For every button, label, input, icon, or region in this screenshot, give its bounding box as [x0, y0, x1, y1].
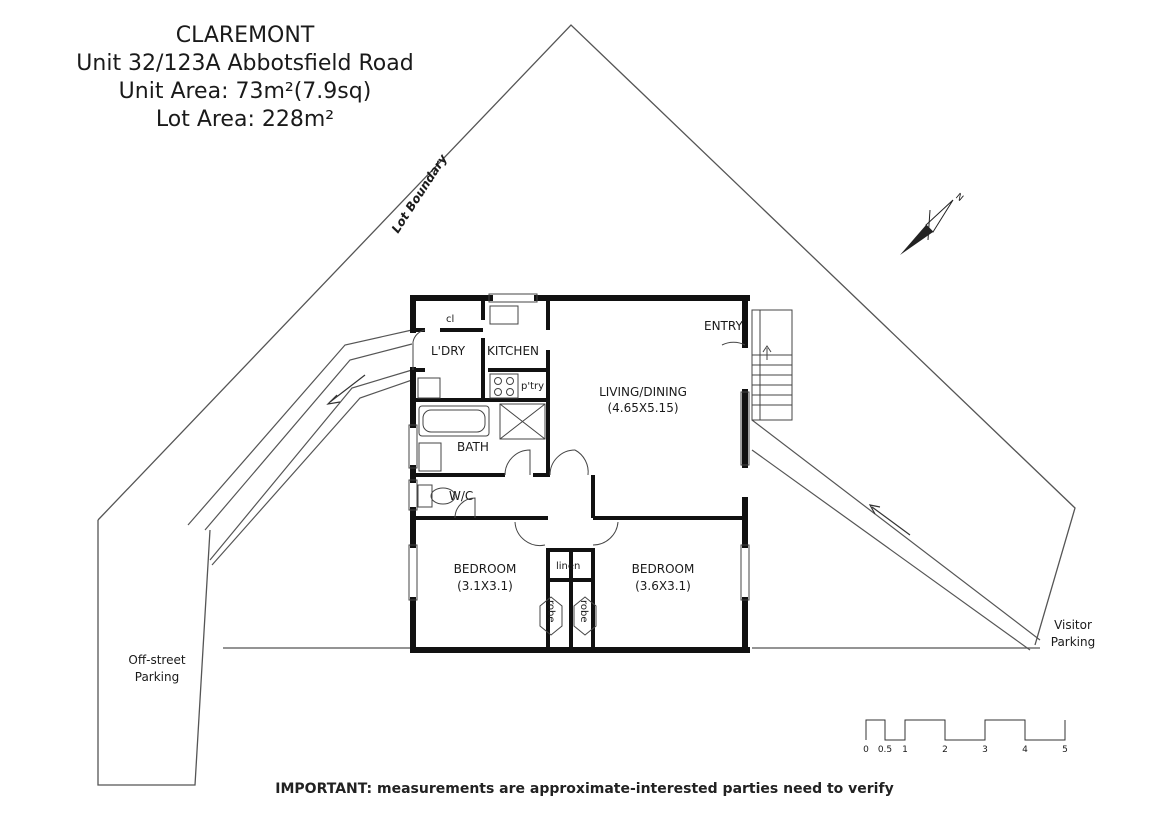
door-swings — [413, 330, 745, 546]
vanity-icon — [419, 443, 441, 471]
kitchen-sink-icon — [490, 306, 518, 324]
lot-boundary-lines — [98, 25, 1075, 785]
scale-tick-5: 5 — [1062, 745, 1068, 755]
scale-tick-3: 3 — [982, 745, 988, 755]
bedroom1-label: BEDROOM — [453, 562, 517, 576]
cooktop-icon — [490, 374, 518, 398]
bath-label: BATH — [457, 440, 489, 454]
north-arrow-icon — [900, 192, 965, 255]
toilet-cistern-icon — [418, 485, 432, 507]
driveway-right — [752, 420, 1040, 650]
robe-left-label: robe — [545, 600, 556, 623]
kitchen-label: KITCHEN — [487, 344, 539, 358]
entry-stairs — [752, 310, 792, 420]
bedroom2-label: BEDROOM — [631, 562, 695, 576]
scale-bar — [863, 720, 1068, 755]
visitor-label-2: Parking — [1050, 635, 1096, 649]
driveway-left — [188, 330, 412, 565]
offstreet-label-1: Off-street — [128, 653, 186, 667]
north-label: N — [953, 191, 965, 204]
offstreet-label-2: Parking — [134, 670, 180, 684]
visitor-label-1: Visitor — [1054, 618, 1092, 632]
scale-tick-4: 4 — [1022, 745, 1028, 755]
unit-area: Unit Area: 73m²(7.9sq) — [118, 79, 372, 104]
scale-tick-1: 1 — [902, 745, 908, 755]
wc-label: W/C — [449, 489, 474, 503]
scale-tick-0-5: 0.5 — [877, 745, 893, 755]
living-size: (4.65X5.15) — [607, 401, 679, 415]
bedroom2-size: (3.6X3.1) — [635, 579, 691, 593]
lot-area: Lot Area: 228m² — [155, 107, 335, 132]
cupboard-label: cl — [446, 314, 455, 325]
bedroom1-size: (3.1X3.1) — [457, 579, 513, 593]
scale-tick-0: 0 — [863, 745, 869, 755]
lot-boundary-label: Lot Boundary — [388, 151, 450, 236]
linen-label: linen — [556, 561, 581, 572]
laundry-label: L'DRY — [431, 344, 466, 358]
laundry-tub-icon — [418, 378, 440, 398]
pantry-label: p'try — [521, 381, 545, 392]
robe-right-label: robe — [578, 600, 589, 623]
entry-label: ENTRY — [704, 319, 743, 333]
living-label: LIVING/DINING — [599, 385, 687, 399]
scale-tick-2: 2 — [942, 745, 948, 755]
disclaimer-note: IMPORTANT: measurements are approximate-interested parties need to verify — [275, 781, 894, 797]
room-labels — [128, 314, 1095, 684]
suburb-title: CLAREMONT — [175, 23, 315, 48]
address-line: Unit 32/123A Abbotsfield Road — [76, 51, 414, 76]
